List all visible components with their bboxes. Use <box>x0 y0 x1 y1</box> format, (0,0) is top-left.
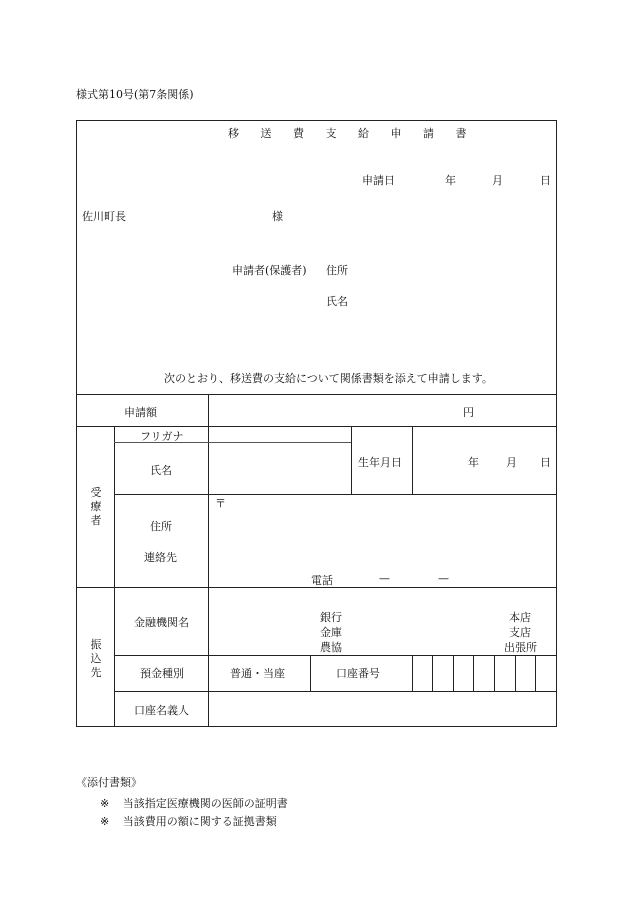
account-digit-divider <box>453 655 454 691</box>
amount-label: 申請額 <box>124 406 157 419</box>
transfer-section-label: 振込先 <box>90 638 102 679</box>
account-digit-divider <box>494 655 495 691</box>
attachments-heading: 《添付書類》 <box>76 776 142 789</box>
patient-address-label: 住所 <box>150 520 172 533</box>
attachment-text: 当該費用の額に関する証拠書類 <box>122 815 277 828</box>
application-statement: 次のとおり、移送費の支給について関係書類を添えて申請します。 <box>164 372 493 385</box>
account-digit-divider <box>535 655 536 691</box>
amount-unit: 円 <box>463 406 474 419</box>
divider <box>76 587 557 588</box>
application-month-label: 月 <box>492 174 503 187</box>
bank-label: 銀行 <box>320 611 342 624</box>
patient-contact-label: 連絡先 <box>144 551 177 564</box>
agri-coop-label: 農協 <box>320 641 342 654</box>
branch-label: 支店 <box>509 626 531 639</box>
divider <box>114 494 557 495</box>
birth-month-label: 月 <box>506 456 517 469</box>
head-office-label: 本店 <box>509 611 531 624</box>
divider <box>114 655 557 656</box>
divider <box>76 394 557 395</box>
applicant-address-label: 住所 <box>326 264 348 277</box>
attachment-item <box>100 813 277 829</box>
divider <box>114 691 557 692</box>
divider <box>310 655 311 691</box>
birthdate-label: 生年月日 <box>358 456 402 469</box>
applicant-name-label: 氏名 <box>326 295 348 308</box>
divider <box>208 394 209 727</box>
credit-union-label: 金庫 <box>320 626 342 639</box>
furigana-label: フリガナ <box>140 430 184 443</box>
divider <box>76 426 557 427</box>
application-form <box>76 120 557 727</box>
patient-section-label: 受療者 <box>90 486 102 527</box>
phone-separator: — <box>379 572 390 585</box>
attachment-item <box>100 795 288 811</box>
institution-label: 金融機関名 <box>134 616 189 629</box>
account-holder-label: 口座名義人 <box>134 704 189 717</box>
phone-separator: — <box>438 572 449 585</box>
note-mark: ※ <box>100 797 110 810</box>
addressee-name: 佐川町長 <box>82 210 126 223</box>
addressee-honorific: 様 <box>272 210 283 223</box>
account-digit-divider <box>412 655 413 691</box>
application-year-label: 年 <box>445 174 456 187</box>
birth-year-label: 年 <box>468 456 479 469</box>
form-title: 移 送 費 支 給 申 請 書 <box>228 127 476 140</box>
account-digit-divider <box>432 655 433 691</box>
divider <box>351 426 352 494</box>
patient-name-label: 氏名 <box>150 464 172 477</box>
application-day-label: 日 <box>540 174 551 187</box>
account-digit-divider <box>515 655 516 691</box>
phone-label: 電話 <box>311 574 333 587</box>
application-date-label: 申請日 <box>362 174 395 187</box>
divider <box>412 426 413 494</box>
sub-office-label: 出張所 <box>504 641 537 654</box>
account-number-label: 口座番号 <box>336 667 380 680</box>
account-digit-divider <box>473 655 474 691</box>
attachment-text: 当該指定医療機関の医師の証明書 <box>122 797 288 810</box>
divider <box>114 426 115 727</box>
deposit-type-label: 預金種別 <box>140 667 184 680</box>
applicant-label: 申請者(保護者) <box>232 264 307 277</box>
form-number: 様式第10号(第7条関係) <box>76 88 194 101</box>
note-mark: ※ <box>100 815 110 828</box>
deposit-type-value: 普通・当座 <box>230 667 285 680</box>
postal-mark: 〒 <box>215 497 226 510</box>
birth-day-label: 日 <box>540 456 551 469</box>
